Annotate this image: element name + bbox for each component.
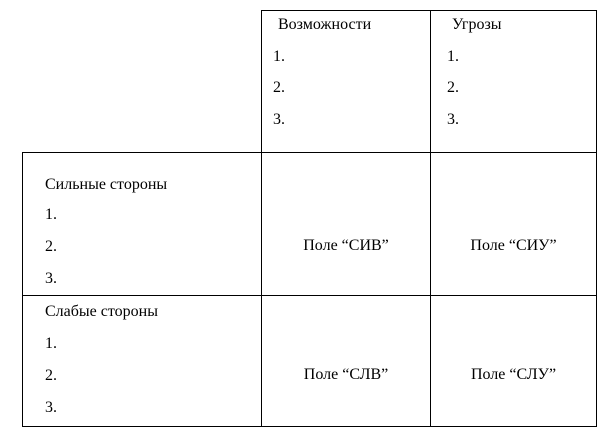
weaknesses-item: 1. <box>45 335 57 352</box>
field-siu: Поле “СИУ” <box>470 237 557 254</box>
bottom-border <box>22 426 597 427</box>
threats-item: 3. <box>447 111 459 128</box>
strengths-item: 3. <box>45 270 57 287</box>
threats-title: Угрозы <box>452 16 502 33</box>
opportunities-item: 2. <box>273 79 285 96</box>
field-siv: Поле “СИВ” <box>303 237 389 254</box>
weaknesses-item: 3. <box>45 399 57 416</box>
row-divider <box>22 295 597 296</box>
left-border <box>22 152 23 427</box>
strengths-item: 2. <box>45 238 57 255</box>
header-bottom-border <box>22 152 597 153</box>
opportunities-item: 3. <box>273 111 285 128</box>
right-border <box>596 10 597 427</box>
field-slu: Поле “СЛУ” <box>470 366 557 383</box>
threats-item: 2. <box>447 79 459 96</box>
weaknesses-title: Слабые стороны <box>45 303 158 320</box>
column-divider-2 <box>430 10 431 427</box>
column-divider-1 <box>261 10 262 427</box>
threats-item: 1. <box>447 48 459 65</box>
top-border <box>261 10 597 11</box>
strengths-title: Сильные стороны <box>45 176 168 193</box>
strengths-item: 1. <box>45 206 57 223</box>
opportunities-item: 1. <box>273 48 285 65</box>
weaknesses-item: 2. <box>45 367 57 384</box>
field-slv: Поле “СЛВ” <box>303 366 389 383</box>
opportunities-title: Возможности <box>278 16 372 33</box>
